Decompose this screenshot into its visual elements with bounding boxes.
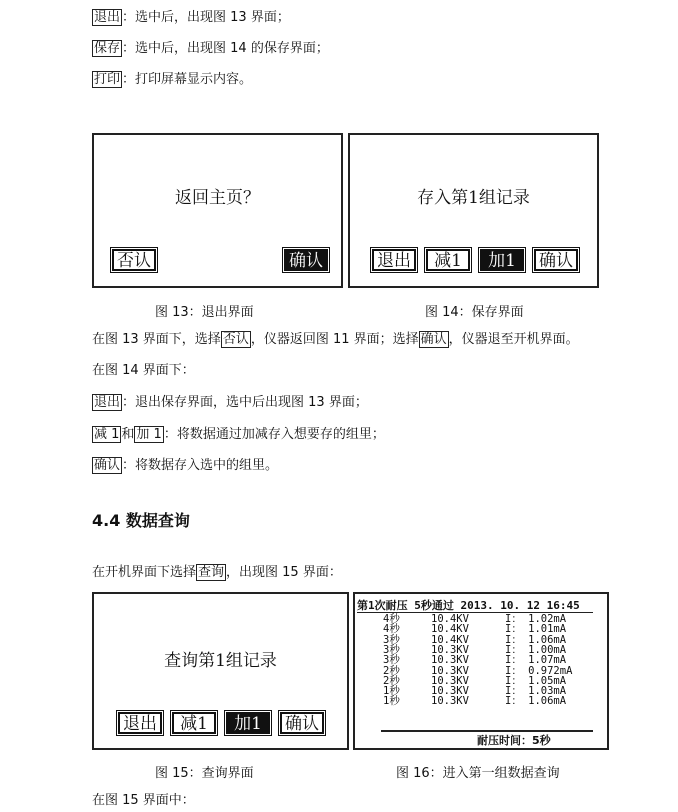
item-dec-inc: [92, 426, 385, 444]
record-i: I： 1.05mA: [505, 674, 567, 687]
record-t: 2秒: [383, 674, 400, 687]
figure-16-caption: 图 16：进入第一组数据查询: [396, 766, 560, 781]
item-desc: ：将数据通过加减存入想要存的组里；: [163, 427, 385, 442]
figure-14-caption: 图 14：保存界面: [425, 305, 524, 320]
key-exit: 退出: [94, 10, 121, 25]
record-v: 10.3KV: [431, 643, 469, 656]
record-i: I： 0.972mA: [505, 664, 573, 677]
record-t: 2秒: [383, 664, 400, 677]
item-ok: [92, 457, 278, 475]
increment-button: 加1: [480, 249, 524, 271]
figure-14-screen: [348, 133, 599, 288]
decrement-button: 减1: [172, 712, 216, 734]
item-save-top: [92, 40, 329, 58]
key-exit: 退出: [94, 395, 121, 410]
figure-15-screen: [92, 592, 349, 750]
exit-button: 退出: [372, 249, 416, 271]
decrement-button: 减1: [426, 249, 470, 271]
record-v: 10.4KV: [431, 633, 469, 646]
confirm-button: 确认: [284, 249, 328, 271]
record-t: 4秒: [383, 623, 400, 636]
exit-button: 退出: [118, 712, 162, 734]
record-v: 10.3KV: [431, 695, 469, 708]
record-i: I： 1.06mA: [505, 633, 567, 646]
record-v: 10.3KV: [431, 664, 469, 677]
paragraph-query: [92, 564, 342, 582]
record-t: 3秒: [383, 643, 400, 656]
record-i: I： 1.02mA: [505, 613, 567, 625]
item-desc: ：选中后，出现图 14 的保存界面；: [122, 41, 329, 56]
record-t: 3秒: [383, 654, 400, 667]
record-t: 3秒: [383, 633, 400, 646]
figure-16-screen: [353, 592, 609, 750]
record-i: I： 1.03mA: [505, 685, 567, 698]
section-heading: 4.4 数据查询: [92, 511, 190, 530]
record-v: 10.4KV: [431, 623, 469, 636]
item-desc: ：将数据存入选中的组里。: [122, 458, 279, 473]
item-desc: ：退出保存界面，选中后出现图 13 界面；: [122, 395, 368, 410]
record-i: I： 1.06mA: [505, 695, 567, 708]
key-save: 保存: [94, 41, 121, 56]
item-exit: [92, 394, 368, 412]
key-decrement: 减 1: [94, 427, 120, 442]
paragraph-fig15: 在图 15 界面中：: [92, 793, 195, 808]
confirm-button: 确认: [534, 249, 578, 271]
key-query: 查询: [198, 565, 225, 580]
record-i: I： 1.00mA: [505, 643, 567, 656]
key-increment: 加 1: [136, 427, 162, 442]
record-header: 第1次耐压 5秒通过 2013. 10. 12 16:45: [357, 599, 580, 612]
item-exit-top: [92, 9, 290, 27]
text: 和: [121, 427, 135, 442]
figure-15-title: 查询第1组记录: [164, 651, 277, 671]
text: ，仪器返回图 11 界面；选择: [250, 332, 419, 347]
record-t: 4秒: [383, 613, 400, 625]
item-print-top: [92, 71, 252, 89]
item-desc: ：打印屏幕显示内容。: [122, 72, 253, 87]
key-print: 打印: [94, 72, 121, 87]
key-deny: 否认: [222, 332, 249, 347]
figure-14-title: 存入第1组记录: [417, 188, 530, 208]
record-v: 10.4KV: [431, 613, 469, 625]
increment-button: 加1: [226, 712, 270, 734]
figure-13-caption: 图 13：退出界面: [155, 305, 254, 320]
figure-13-screen: [92, 133, 343, 288]
record-t: 1秒: [383, 695, 400, 708]
key-confirm: 确认: [420, 332, 447, 347]
text: ，出现图 15 界面：: [226, 565, 342, 580]
paragraph-fig14: 在图 14 界面下：: [92, 363, 195, 378]
record-i: I： 1.01mA: [505, 623, 567, 636]
record-t: 1秒: [383, 685, 400, 698]
text: ，仪器退至开机界面。: [448, 332, 579, 347]
confirm-button: 确认: [280, 712, 324, 734]
text: 在图 13 界面下，选择: [92, 332, 221, 347]
item-desc: ：选中后，出现图 13 界面；: [122, 10, 290, 25]
paragraph-fig13: [92, 331, 579, 349]
key-confirm: 确认: [94, 458, 121, 473]
record-v: 10.3KV: [431, 674, 469, 687]
record-v: 10.3KV: [431, 654, 469, 667]
text: 在开机界面下选择: [92, 565, 197, 580]
record-v: 10.3KV: [431, 685, 469, 698]
figure-13-title: 返回主页？: [175, 188, 260, 208]
test-duration: 耐压时间：5秒: [477, 734, 551, 747]
deny-button: 否认: [112, 249, 156, 271]
record-i: I： 1.07mA: [505, 654, 567, 667]
figure-15-caption: 图 15：查询界面: [155, 766, 254, 781]
